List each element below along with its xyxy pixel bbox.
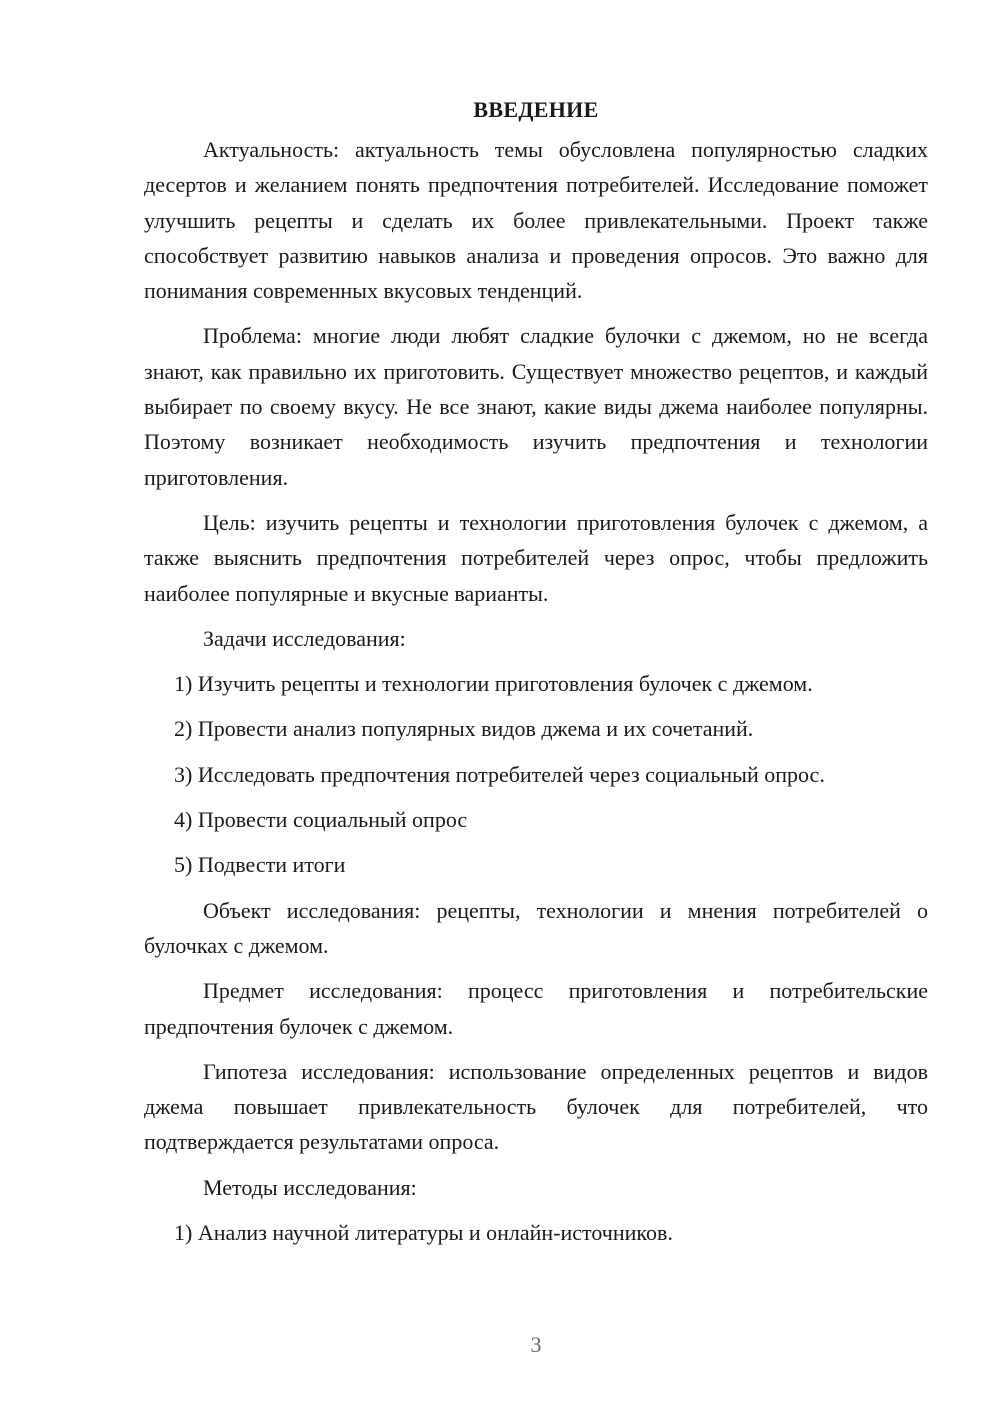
goal-paragraph: Цель: изучить рецепты и технологии приготовления булочек с джемом, а также выяснить предпочтения потребителей через опрос, чтобы предложить наиболее популярные и вкусные варианты. xyxy=(144,509,928,606)
object-paragraph: Объект исследования: рецепты, технологии и мнения потребителей о булочках с джемом. xyxy=(144,897,928,958)
document-body xyxy=(144,92,928,1260)
task-item: 5) Подвести итоги xyxy=(174,852,346,878)
task-item: 2) Провести анализ популярных видов джема и их сочетаний. xyxy=(174,716,754,742)
task-item: 3) Исследовать предпочтения потребителей через социальный опрос. xyxy=(174,761,825,787)
method-item: 1) Анализ научной литературы и онлайн-источников. xyxy=(174,1220,673,1246)
task-item: 1) Изучить рецепты и технологии приготовления булочек с джемом. xyxy=(174,671,813,697)
tasks-heading: Задачи исследования: xyxy=(203,625,406,651)
methods-heading: Методы исследования: xyxy=(203,1174,417,1200)
subject-paragraph: Предмет исследования: процесс приготовления и потребительские предпочтения булочек с джемом. xyxy=(144,978,928,1039)
hypothesis-paragraph: Гипотеза исследования: использование определенных рецептов и видов джема повышает привлекательность булочек для потребителей, что подтверждается результатами опроса. xyxy=(144,1058,928,1155)
section-heading: ВВЕДЕНИЕ xyxy=(473,97,599,122)
page-number: 3 xyxy=(530,1332,542,1357)
problem-paragraph: Проблема: многие люди любят сладкие булочки с джемом, но не всегда знают, как правильно их приготовить. Существует множество рецептов, и каждый выбирает по своему вкусу. Не все знают, какие виды джема наиболее популярны. Поэтому возникает необходимость изучить предпочтения и технологии приготовления. xyxy=(144,323,928,490)
task-item: 4) Провести социальный опрос xyxy=(174,807,468,833)
relevance-paragraph: Актуальность: актуальность темы обусловлена популярностью сладких десертов и желанием понять предпочтения потребителей. Исследование поможет улучшить рецепты и сделать их более привлекательными. Проект также способствует развитию навыков анализа и проведения опросов. Это важно для понимания современных вкусовых тенденций. xyxy=(144,137,928,304)
